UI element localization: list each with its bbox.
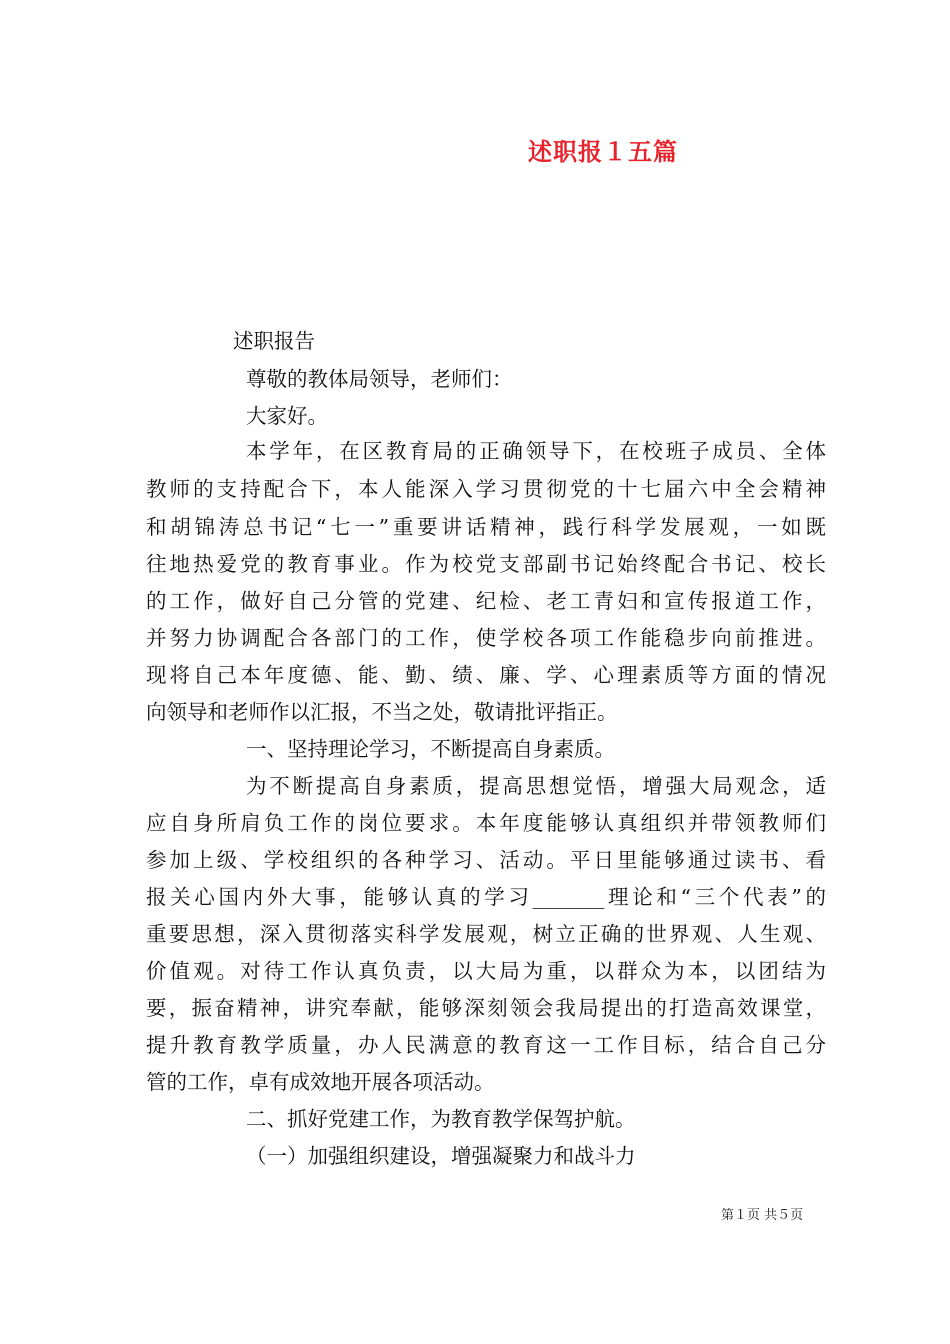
paragraph-line: 管的工作，卓有成效地开展各项活动。	[146, 1070, 495, 1094]
paragraph-line: 教师的支持配合下，本人能深入学习贯彻党的十七届六中全会精神	[146, 477, 826, 501]
paragraph-line: 参加上级、学校组织的各种学习、活动。平日里能够通过读书、看	[146, 848, 826, 872]
paragraph-line: 并努力协调配合各部门的工作，使学校各项工作能稳步向前推进。	[146, 626, 826, 650]
paragraph-line: 向领导和老师作以汇报，不当之处，敬请批评指正。	[146, 700, 618, 724]
paragraph-line: 提升教育教学质量，办人民满意的教育这一工作目标，结合自己分	[146, 1033, 826, 1057]
section-heading-1: 一、坚持理论学习，不断提高自身素质。	[246, 737, 615, 761]
paragraph-line: 重要思想，深入贯彻落实科学发展观，树立正确的世界观、人生观、	[146, 922, 826, 946]
document-title: 述职报１五篇	[528, 137, 678, 166]
paragraph-line: 和胡锦涛总书记“七一”重要讲话精神，践行科学发展观，一如既	[146, 515, 826, 539]
paragraph-line: 本学年，在区教育局的正确领导下，在校班子成员、全体	[246, 439, 826, 463]
paragraph-line: 的工作，做好自己分管的党建、纪检、老工青妇和宣传报道工作，	[146, 589, 826, 613]
paragraph-line: 现将自己本年度德、能、勤、绩、廉、学、心理素质等方面的情况	[146, 663, 826, 687]
subsection-heading: （一）加强组织建设，增强凝聚力和战斗力	[246, 1144, 636, 1168]
page-number: 第１页 共５页	[721, 1208, 804, 1223]
paragraph-line: 应自身所肩负工作的岗位要求。本年度能够认真组织并带领教师们	[146, 811, 826, 835]
greeting: 大家好。	[246, 404, 328, 428]
paragraph-line: 为不断提高自身素质，提高思想觉悟，增强大局观念，适	[246, 774, 826, 798]
paragraph-line: 往地热爱党的教育事业。作为校党支部副书记始终配合书记、校长	[146, 552, 826, 576]
paragraph-line: 要，振奋精神，讲究奉献，能够深刻领会我局提出的打造高效课堂，	[146, 996, 826, 1020]
section-heading-2: 二、抓好党建工作，为教育教学保驾护航。	[246, 1107, 636, 1131]
paragraph-line: 报关心国内外大事，能够认真的学习_______理论和“三个代表”的	[146, 885, 826, 909]
salutation: 尊敬的教体局领导，老师们：	[246, 367, 513, 391]
report-subtitle: 述职报告	[233, 329, 315, 353]
paragraph-line: 价值观。对待工作认真负责，以大局为重，以群众为本，以团结为	[146, 959, 826, 983]
